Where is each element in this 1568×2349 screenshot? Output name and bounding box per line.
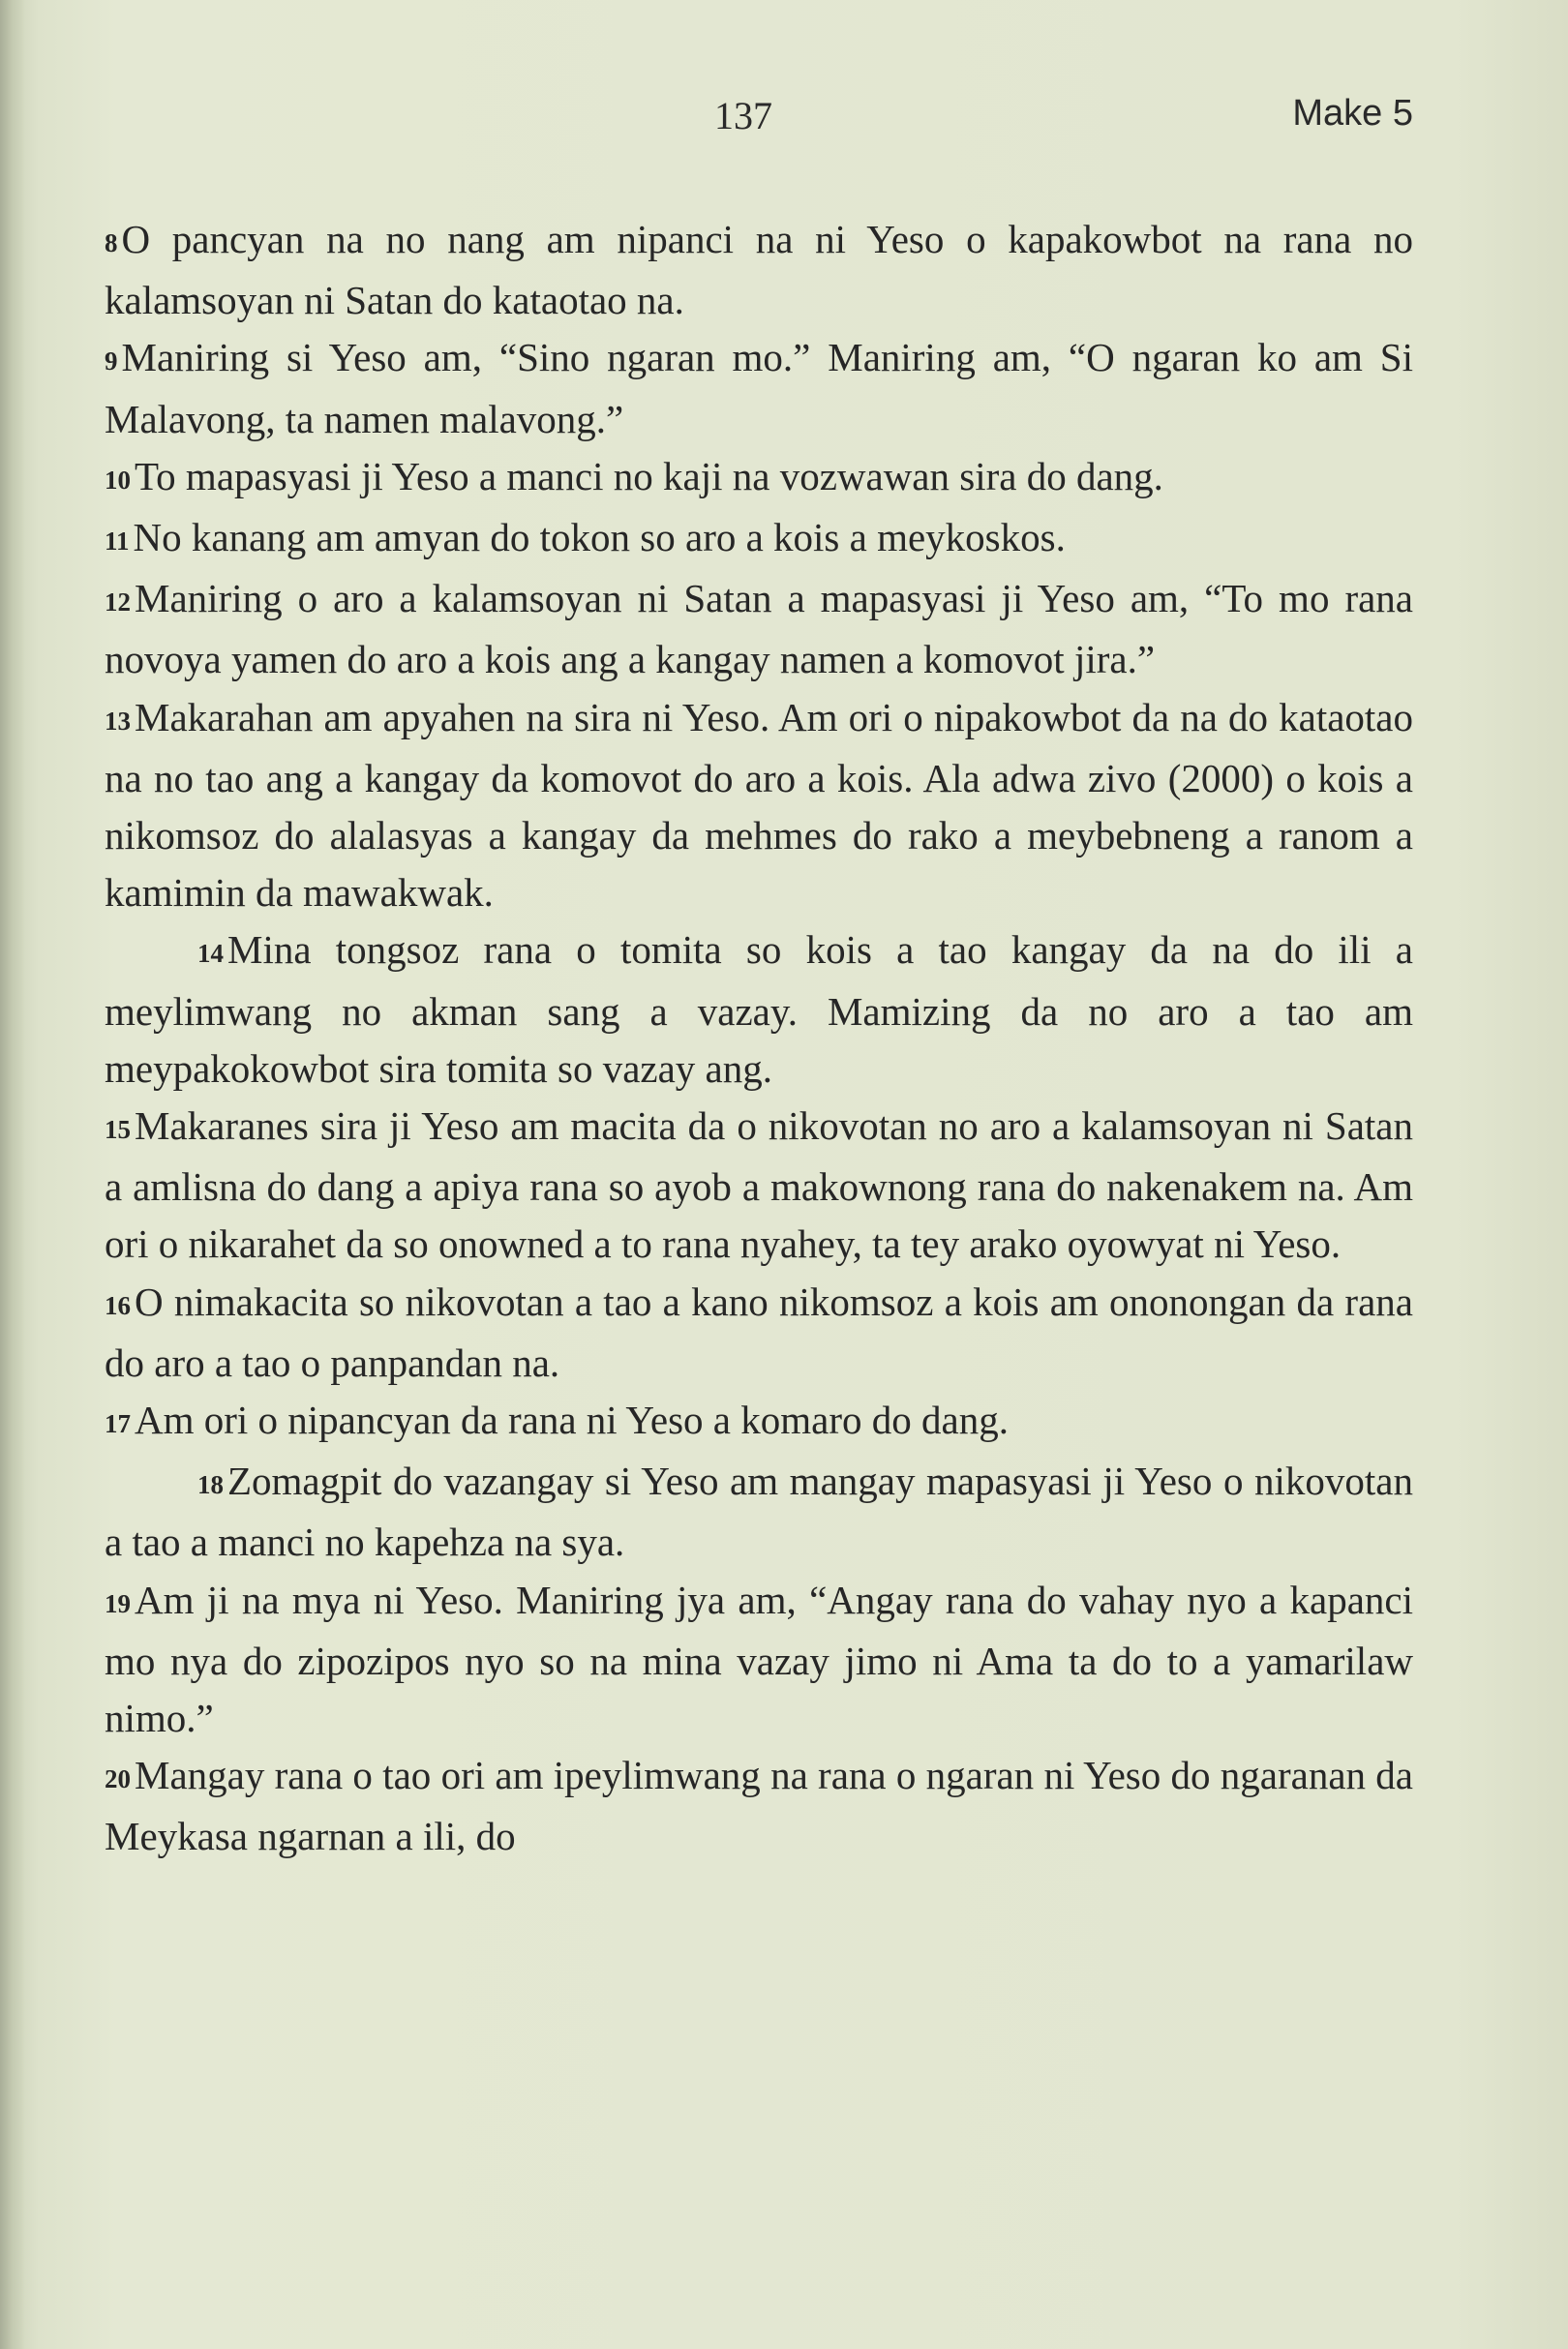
verse-text: No kanang am amyan do tokon so aro a kois a meykoskos. [133,515,1066,560]
text-body [105,211,1413,1866]
verse-number: 13 [105,706,131,736]
verse-text: Maniring si Yeso am, “Sino ngaran mo.” Maniring am, “O ngaran ko am Si Malavong, ta namen malavong.” [105,335,1413,441]
verse-number: 16 [105,1290,131,1320]
verse-text: O pancyan na no nang am nipanci na ni Yeso o kapakowbot na rana no kalamsoyan ni Satan do kataotao na. [105,217,1413,323]
verse-number: 9 [105,346,118,376]
verse-8 [105,211,1413,329]
verse-number: 18 [197,1470,224,1500]
verse-13 [105,689,1413,922]
verse-number: 10 [105,465,131,495]
verse-12 [105,570,1413,688]
verse-number: 14 [197,939,224,969]
verse-text: Makarahan am apyahen na sira ni Yeso. Am ori o nipakowbot da na do kataotao na no tao ang a kangay da komovot do aro a kois. Ala adwa zivo (2000) o kois a nikomsoz do alalasyas a kangay da mehmes do rako a meybebneng a ranom a kamimin da mawakwak. [105,694,1413,916]
verse-number: 17 [105,1409,131,1439]
verse-19 [105,1572,1413,1748]
verse-10 [105,448,1413,509]
verse-number: 11 [105,527,130,557]
verse-16 [105,1274,1413,1392]
verse-number: 19 [105,1588,131,1618]
page-number: 137 [714,94,772,137]
verse-text: Am ori o nipancyan da rana ni Yeso a komaro do dang. [135,1398,1009,1443]
verse-text: O nimakacita so nikovotan a tao a kano nikomsoz a kois am ononongan da rana do aro a tao o panpandan na. [105,1279,1413,1385]
verse-text: Zomagpit do vazangay si Yeso am mangay mapasyasi ji Yeso o nikovotan a tao a manci no kapehza na sya. [105,1459,1413,1565]
binding-gutter [0,0,25,2349]
verse-11 [105,509,1413,570]
verse-number: 12 [105,587,131,617]
verse-text: To mapasyasi ji Yeso a manci no kaji na vozwawan sira do dang. [135,453,1163,498]
verse-20 [105,1747,1413,1865]
verse-text: Makaranes sira ji Yeso am macita da o nikovotan no aro a kalamsoyan ni Satan a amlisna do dang a apiya rana so ayob a makownong rana do nakenakem na. Am ori o nikarahet da so onowned a to rana nyahey, ta tey arako oyowyat ni Yeso. [105,1103,1413,1267]
verse-text: Maniring o aro a kalamsoyan ni Satan a mapasyasi ji Yeso am, “To mo rana novoya yamen do aro a kois ang a kangay namen a komovot jira.” [105,576,1413,682]
verse-number: 20 [105,1764,131,1794]
verse-number: 8 [105,228,118,257]
verse-text: Mangay rana o tao ori am ipeylimwang na rana o ngaran ni Yeso do ngaranan da Meykasa ngarnan a ili, do [105,1753,1413,1859]
verse-text: Am ji na mya ni Yeso. Maniring jya am, “Angay rana do vahay nyo a kapanci mo nya do zipozipos nyo so na mina vazay jimo ni Ama ta do to a yamarilaw nimo.” [105,1577,1413,1741]
verse-text: Mina tongsoz rana o tomita so kois a tao kangay da na do ili a meylimwang no akman sang a vazay. Mamizing da no aro a tao am meypakokowbot sira tomita so vazay ang. [105,927,1413,1091]
verse-18 [105,1453,1413,1571]
verse-9 [105,329,1413,447]
running-head: Make 5 [1292,93,1413,134]
page-header [105,93,1413,151]
verse-14 [105,921,1413,1098]
verse-17 [105,1392,1413,1453]
verse-15 [105,1098,1413,1274]
verse-number: 15 [105,1115,131,1145]
